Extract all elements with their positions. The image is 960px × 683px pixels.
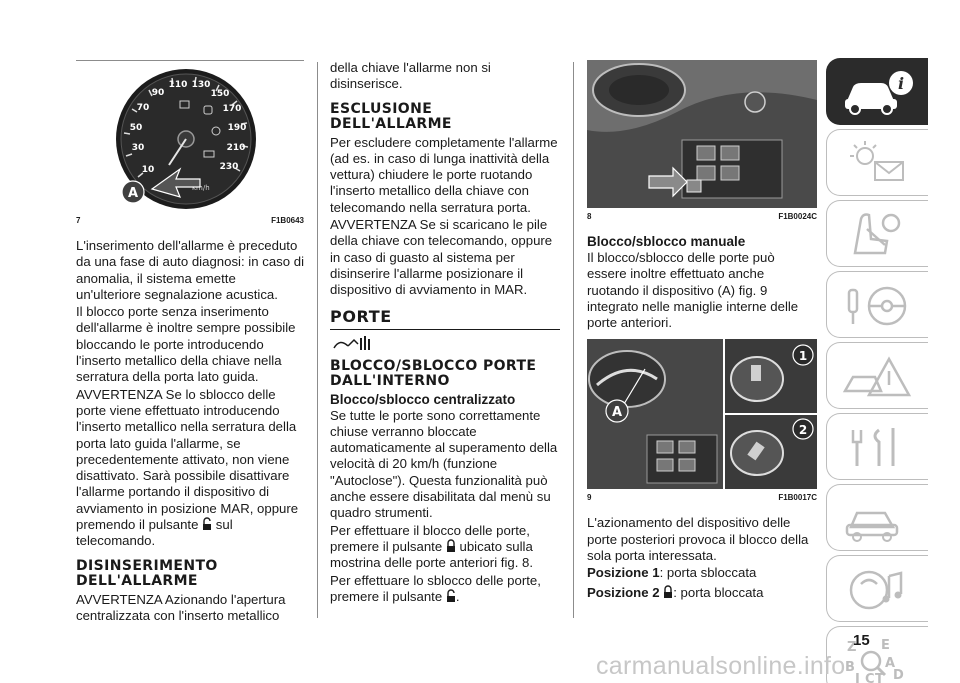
figure-8-caption bbox=[587, 208, 817, 224]
door-panel-illustration bbox=[587, 60, 817, 208]
door-handle-illustration bbox=[587, 339, 817, 489]
gauge-tick-label: 170 bbox=[222, 104, 242, 114]
callout-A: A bbox=[611, 405, 623, 421]
gauge-unit: km/h bbox=[192, 184, 210, 192]
dashboard-warning-icon bbox=[841, 138, 915, 188]
column-2 bbox=[330, 0, 560, 605]
gauge-tick-label: 50 bbox=[129, 123, 143, 133]
unlock-button-icon bbox=[446, 589, 456, 603]
tab-starting-driving[interactable] bbox=[826, 271, 928, 338]
chapter-heading-porte: PORTE bbox=[330, 307, 560, 330]
wrench-service-icon bbox=[841, 422, 915, 472]
tab-emergency[interactable] bbox=[826, 342, 928, 409]
gauge-tick-label: 30 bbox=[131, 143, 145, 153]
tab-safety[interactable] bbox=[826, 200, 928, 267]
lock-icon bbox=[663, 585, 673, 599]
figure-number: 7 bbox=[76, 216, 81, 225]
seat-airbag-icon bbox=[841, 209, 915, 259]
svg-text:B: B bbox=[845, 660, 855, 675]
svg-text:I: I bbox=[855, 672, 860, 683]
figure-number: 9 bbox=[587, 493, 592, 503]
key-steering-wheel-icon bbox=[841, 280, 915, 330]
subheading-centralizzato: Blocco/sblocco centralizzato bbox=[330, 391, 516, 407]
page-number: 15 bbox=[853, 632, 870, 649]
paragraph bbox=[76, 387, 304, 550]
column-divider bbox=[573, 62, 574, 618]
figure-code: F1B0024C bbox=[778, 212, 817, 221]
gauge-tick-label: 190 bbox=[227, 123, 247, 133]
gauge-tick-label: 110 bbox=[168, 80, 188, 90]
gauge-tick-label: 70 bbox=[136, 103, 150, 113]
paragraph bbox=[330, 573, 560, 606]
svg-text:i: i bbox=[897, 74, 905, 93]
paragraph-text: ubicato sulla mostrina delle porte anteriori fig. 8. bbox=[330, 538, 534, 571]
car-maintenance-icon bbox=[841, 493, 915, 543]
warning-triangle-car-icon bbox=[841, 351, 915, 401]
paragraph: L'azionamento del dispositivo delle porte posteriori provoca il blocco della sola porta interessata. bbox=[587, 515, 809, 564]
figure-9 bbox=[587, 339, 817, 489]
figure-7-caption bbox=[76, 212, 304, 228]
svg-text:A: A bbox=[885, 656, 896, 671]
figure-7 bbox=[76, 60, 304, 212]
figure-number: 8 bbox=[587, 212, 592, 221]
figure-code: F1B0017C bbox=[778, 493, 817, 503]
svg-text:E: E bbox=[881, 638, 890, 653]
tab-maintenance[interactable] bbox=[826, 413, 928, 480]
chapter-tabs bbox=[826, 58, 928, 683]
tab-technical-data[interactable] bbox=[826, 484, 928, 551]
svg-text:D: D bbox=[893, 668, 904, 683]
column-1 bbox=[76, 0, 304, 624]
gauge-tick-label: 150 bbox=[210, 89, 230, 99]
callout-2: 2 bbox=[798, 423, 808, 438]
paragraph-text: Per effettuare il blocco delle porte, premere il pulsante bbox=[330, 522, 530, 554]
paragraph: Se tutte le porte sono correttamente chiuse verranno bloccate automaticamente al superamento della velocità di 20 km/h (funzione "Autoclose"). Questa funzionalità può anche essere disabilitata dal menù su quadro strumenti. bbox=[330, 407, 558, 521]
paragraph bbox=[587, 585, 817, 601]
section-heading-blocco-interno: BLOCCO/SBLOCCO PORTE DALL'INTERNO bbox=[330, 357, 537, 389]
gauge-tick-label: 130 bbox=[191, 80, 211, 90]
subheading-manuale: Blocco/sblocco manuale bbox=[587, 234, 746, 249]
speedometer-illustration bbox=[76, 61, 304, 211]
paragraph: Per escludere completamente l'allarme (ad es. in caso di lunga inattività della vettura) chiudere le porte ruotando l'inserto metallico della chiave con telecomando nella serratura porta. bbox=[330, 134, 558, 215]
paragraph-text: sul telecomando. bbox=[76, 517, 233, 549]
position-2-text: : porta bloccata bbox=[673, 584, 764, 600]
svg-text:C: C bbox=[865, 672, 875, 683]
paragraph: Il blocco porte senza inserimento dell'allarme è inoltre sempre possibile bloccando le porte introducendo l'inserto metallico della chiave nella serratura della porta lato guida. bbox=[76, 304, 296, 385]
no-children-lock-icon bbox=[330, 334, 378, 354]
section-heading-esclusione: ESCLUSIONE DELL'ALLARME bbox=[330, 100, 452, 132]
multimedia-icon bbox=[841, 564, 915, 614]
lock-button-icon bbox=[446, 539, 456, 553]
position-2-label: Posizione 2 bbox=[587, 584, 660, 600]
tab-dashboard[interactable] bbox=[826, 129, 928, 196]
column-divider bbox=[317, 62, 318, 618]
paragraph-text: Per effettuare lo sblocco delle porte, premere il pulsante bbox=[330, 572, 541, 604]
gauge-tick-label: 230 bbox=[219, 162, 239, 172]
position-1-text: : porta sbloccata bbox=[659, 565, 757, 581]
figure-code: F1B0643 bbox=[271, 216, 304, 225]
paragraph: della chiave l'allarme non si disinserisce. bbox=[330, 60, 491, 92]
paragraph: AVVERTENZA Azionando l'apertura centralizzata con l'inserto metallico bbox=[76, 591, 286, 623]
figure-8 bbox=[587, 60, 817, 208]
gauge-tick-label: 10 bbox=[141, 165, 155, 175]
section-heading-disinserimento: DISINSERIMENTO DELL'ALLARME bbox=[76, 557, 218, 589]
gauge-tick-label: 90 bbox=[151, 88, 165, 98]
paragraph: Il blocco/sblocco delle porte può essere inoltre effettuato anche ruotando il dispositivo (A) fig. 9 integrato nelle maniglie interne delle porte anteriori. bbox=[587, 250, 799, 331]
callout-A: A bbox=[127, 186, 139, 201]
paragraph: AVVERTENZA Se si scaricano le pile della chiave con telecomando, oppure in caso di guasto al sistema per disinserire l'allarme posizionare il dispositivo di avviamento in MAR. bbox=[330, 217, 553, 298]
tab-knowing-the-car[interactable] bbox=[826, 58, 928, 125]
callout-1: 1 bbox=[798, 349, 808, 364]
position-1-label: Posizione 1 bbox=[587, 565, 660, 581]
svg-text:Z: Z bbox=[847, 640, 857, 655]
paragraph bbox=[587, 565, 817, 581]
unlock-button-icon bbox=[202, 517, 212, 531]
svg-text:T: T bbox=[875, 672, 884, 683]
gauge-tick-label: 210 bbox=[226, 143, 246, 153]
paragraph: L'inserimento dell'allarme è preceduto da una fase di auto diagnosi: in caso di anomalia, il sistema emette un'ulteriore segnalazione acustica. bbox=[76, 238, 305, 302]
paragraph-text: . bbox=[455, 588, 460, 604]
paragraph-text: AVVERTENZA Se lo sblocco delle porte viene effettuato introducendo l'inserto metallico nella serratura della porta lato guida l'allarme, se precedentemente attivato, non viene disattivato. Sarà possibile disattivare l'allarme portando il dispositivo di avviamento in posizione MAR, oppure premendo il pulsante bbox=[76, 386, 299, 533]
tab-multimedia[interactable] bbox=[826, 555, 928, 622]
watermark: carmanualsonline.info bbox=[596, 652, 846, 680]
car-info-icon bbox=[841, 67, 915, 117]
figure-9-caption bbox=[587, 489, 817, 505]
paragraph bbox=[330, 523, 560, 572]
column-3 bbox=[587, 0, 817, 601]
